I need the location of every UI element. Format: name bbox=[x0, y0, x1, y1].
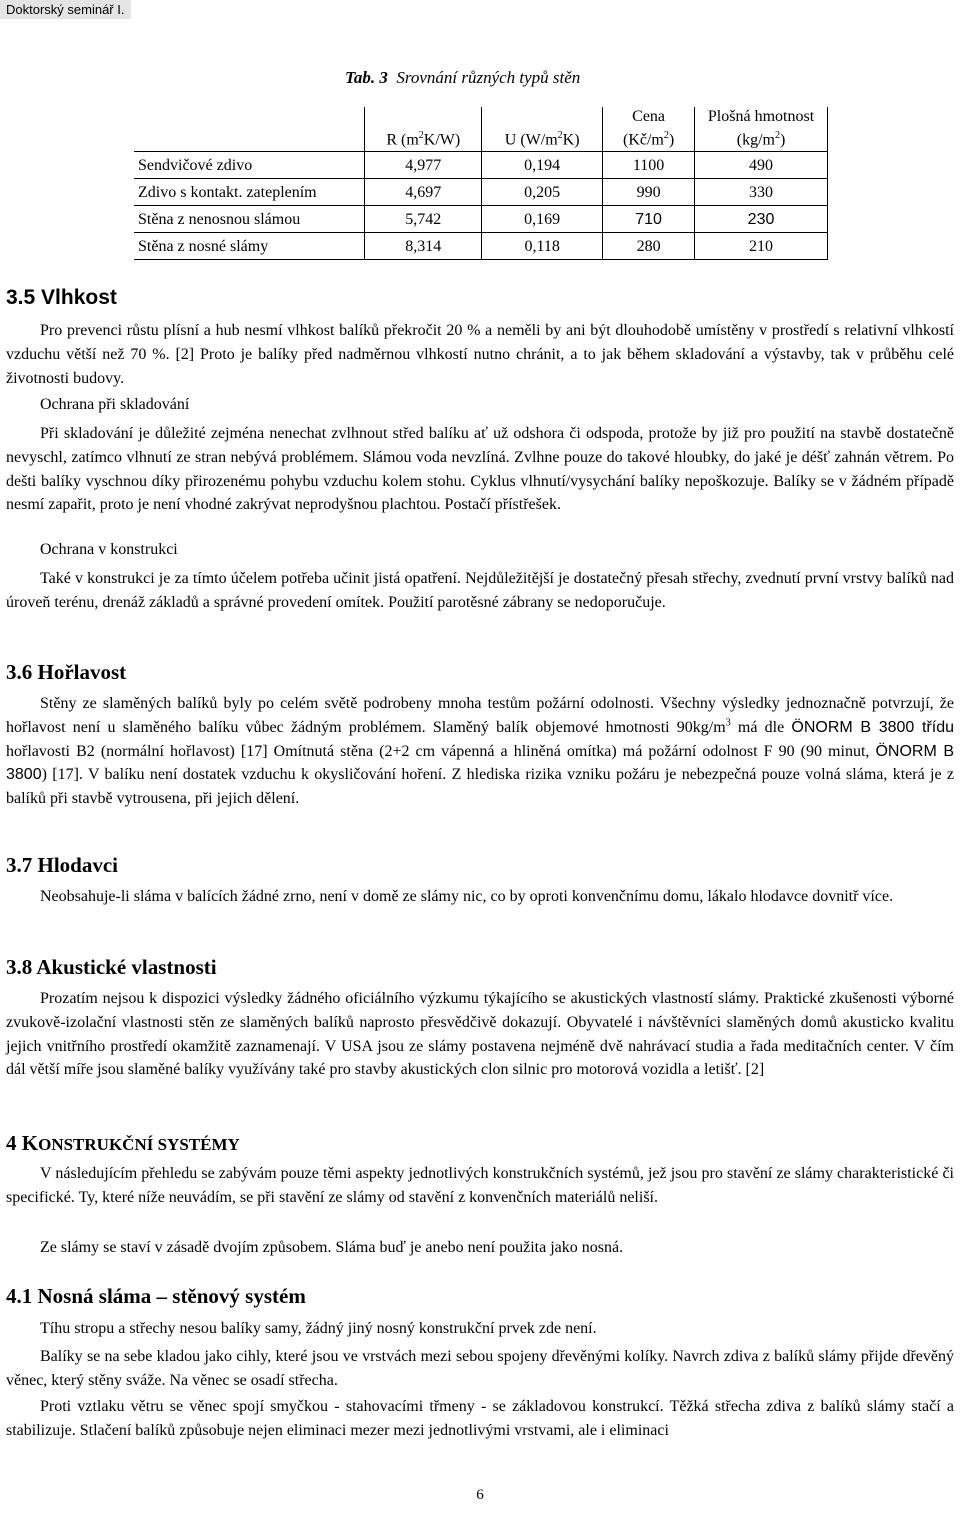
table-cell-u: 0,205 bbox=[482, 179, 603, 206]
paragraph-3-5-intro: Pro prevenci růstu plísní a hub nesmí vlhkost balíků překročit 20 % a neměli by ani být dlouhodobě umístěny v prostředí s relativní vlhkostí vzduchu větší než 70 %. [2] Proto je balíky před nadměrnou vlhkostí nutno chránit, a to jak během skladování a výstavby, tak v průběhu celé životnosti budovy. bbox=[6, 322, 954, 387]
table-cell-cena: 280 bbox=[603, 233, 695, 260]
subheading-construction: Ochrana v konstrukci bbox=[40, 541, 178, 558]
table-cell-u: 0,118 bbox=[482, 233, 603, 260]
table-header-empty bbox=[134, 107, 365, 152]
page-number: 6 bbox=[476, 1487, 484, 1503]
table-cell-hmotnost: 330 bbox=[695, 179, 828, 206]
table-cell-r: 4,697 bbox=[365, 179, 482, 206]
table-row bbox=[134, 179, 828, 206]
table-cell-r: 4,977 bbox=[365, 152, 482, 179]
table-cell-name: Stěna z nosné slámy bbox=[134, 233, 365, 260]
table-row bbox=[134, 233, 828, 260]
subheading-storage: Ochrana při skladování bbox=[40, 396, 190, 413]
table-cell-name: Zdivo s kontakt. zateplením bbox=[134, 179, 365, 206]
table-cell-cena: 1100 bbox=[603, 152, 695, 179]
table-caption bbox=[345, 68, 580, 88]
table-cell-name: Stěna z nenosnou slámou bbox=[134, 206, 365, 233]
table-cell-r: 8,314 bbox=[365, 233, 482, 260]
table-cell-hmotnost: 210 bbox=[695, 233, 828, 260]
paragraph-3-7: Neobsahuje-li sláma v balících žádné zrno, není v domě ze slámy nic, co by oproti konvenčnímu domu, lákalo hlodavce dovnitř více. bbox=[40, 888, 894, 905]
paragraph-construction: Také v konstrukci je za tímto účelem potřeba učinit jistá opatření. Nejdůležitější je dostatečný přesah střechy, zvednutí první vrstvy balíků nad úroveň terénu, drenáž základů a správné provedení omítek. Použití parotěsné zábrany se nedoporučuje. bbox=[6, 570, 954, 611]
paragraph-storage: Při skladování je důležité zejména nenechat zvlhnout střed balíku ať už odshora či odspoda, protože by již pro použití na stavbě dostatečně nevyschl, zatímco vlhnutí ze stran nebývá problémem. Slámou voda nevzlíná. Zvlhne pouze do takové hloubky, do jaké je déšť zahnán větrem. Po dešti balíky vyschnou díky přirozenému pohybu vzduchu kolem stohu. Cyklus vlhnutí/vysychání balíky nepoškozuje. Balíky se v žádném případě nesmí zapařit, proto je není vhodné zakrývat neprodyšnou plachtou. Postačí přístřešek. bbox=[6, 425, 954, 514]
paragraph-3-6: Stěny ze slaměných balíků byly po celém světě podrobeny mnoha testům požární odolnosti. Všechny výsledky jednoznačně potvrzují, že hořlavost není u slaměného balíku vůbec žádným problémem. Slaměný balík objemové hmotnosti $90kg/m^3$ má dle ÖNORM B 3800 třídu hořlavosti B2 (normální hořlavost) [17] Omítnutá stěna (2+2 cm vápenná a hliněná omítka) má požární odolnost F 90 (90 minut, ÖNORM B 3800) [17]. V balíku není dostatek vzduchu k okysličování hoření. Z hlediska rizika vzniku požáru je nebezpečná pouze volná sláma, která je z balíků při stavbě vytrousena, při jejich dělení. bbox=[6, 695, 955, 808]
table-caption-text: Srovnání různých typů stěn bbox=[396, 68, 581, 87]
table-cell-name: Sendvičové zdivo bbox=[134, 152, 365, 179]
heading-3-8: 3.8 Akustické vlastnosti bbox=[6, 955, 217, 979]
table-header-cena: Cena $(Kč/m^2)$ bbox=[603, 107, 695, 152]
paragraph-4-1-b: Balíky se na sebe kladou jako cihly, které jsou ve vrstvách mezi sebou spojeny dřevěnými kolíky. Navrch zdiva z balíků slámy přijde dřevěný věnec, který stěny sváže. Na věnec se osadí střecha. bbox=[6, 1348, 954, 1389]
paragraph-4-1-a: Tíhu stropu a střechy nesou balíky samy, žádný jiný nosný konstrukční prvek zde není. bbox=[40, 1320, 597, 1337]
heading-4: 4 KONSTRUKČNÍ SYSTÉMY bbox=[6, 1131, 240, 1155]
heading-3-7: 3.7 Hlodavci bbox=[6, 853, 119, 877]
table-header-hmotnost: Plošná hmotnost $(kg/m^2)$ bbox=[695, 107, 828, 152]
paragraph-3-8: Prozatím nejsou k dispozici výsledky žádného oficiálního výzkumu týkajícího se akustických vlastností slámy. Praktické zkušenosti výborné zvukově-izolační vlastnosti stěn ze slaměných balíků naprosto přesvědčivě dokazují. Obyvatelé i návštěvníci slaměných domů akusticko kvalitu jejich vnitřního prostředí okamžitě zaznamenají. V USA jsou ze slámy postavena nejméně dvě nahrávací studia a řada meditačních center. V čím dál větší míře jsou slaměné balíky využívány také pro stavby akustických clon silnic pro motorová vozidla a letišť. [2] bbox=[6, 990, 954, 1079]
table-cell-r: 5,742 bbox=[365, 206, 482, 233]
paragraph-4-methods: Ze slámy se staví v zásadě dvojím způsobem. Sláma buď je anebo není použita jako nosná. bbox=[40, 1239, 624, 1256]
heading-4-1: 4.1 Nosná sláma – stěnový systém bbox=[6, 1284, 306, 1308]
comparison-table bbox=[134, 107, 828, 260]
header-tab: Doktorský seminář I. bbox=[0, 0, 131, 19]
paragraph-4-1-c: Proti vztlaku větru se věnec spojí smyčkou - stahovacími třmeny - se základovou konstrukcí. Těžká střecha zdiva z balíků slámy stačí a stabilizuje. Stlačení balíků způsobuje nejen eliminaci mezer mezi jednotlivými vrstvami, ale i eliminaci bbox=[6, 1398, 954, 1439]
table-header-row bbox=[134, 107, 828, 152]
table-caption-label: Tab. 3 bbox=[345, 68, 388, 87]
table-cell-hmotnost: 230 bbox=[695, 206, 828, 233]
table-cell-cena: 710 bbox=[603, 206, 695, 233]
heading-3-5: 3.5 Vlhkost bbox=[6, 286, 117, 309]
table-header-r: R $(m^2K/W)$ bbox=[365, 107, 482, 152]
table-cell-cena: 990 bbox=[603, 179, 695, 206]
table-cell-u: 0,169 bbox=[482, 206, 603, 233]
table-cell-u: 0,194 bbox=[482, 152, 603, 179]
heading-3-6: 3.6 Hořlavost bbox=[6, 660, 127, 684]
table-row bbox=[134, 152, 828, 179]
paragraph-4-intro: V následujícím přehledu se zabývám pouze těmi aspekty jednotlivých konstrukčních systémů, jež jsou pro stavění ze slámy charakteristické či specifické. Ty, které níže neuvádím, se při stavění ze slámy od stavění z konvenčních materiálů neliší. bbox=[6, 1165, 954, 1206]
table-header-u: U $(W/m^2K)$ bbox=[482, 107, 603, 152]
table-cell-hmotnost: 490 bbox=[695, 152, 828, 179]
table-row bbox=[134, 206, 828, 233]
